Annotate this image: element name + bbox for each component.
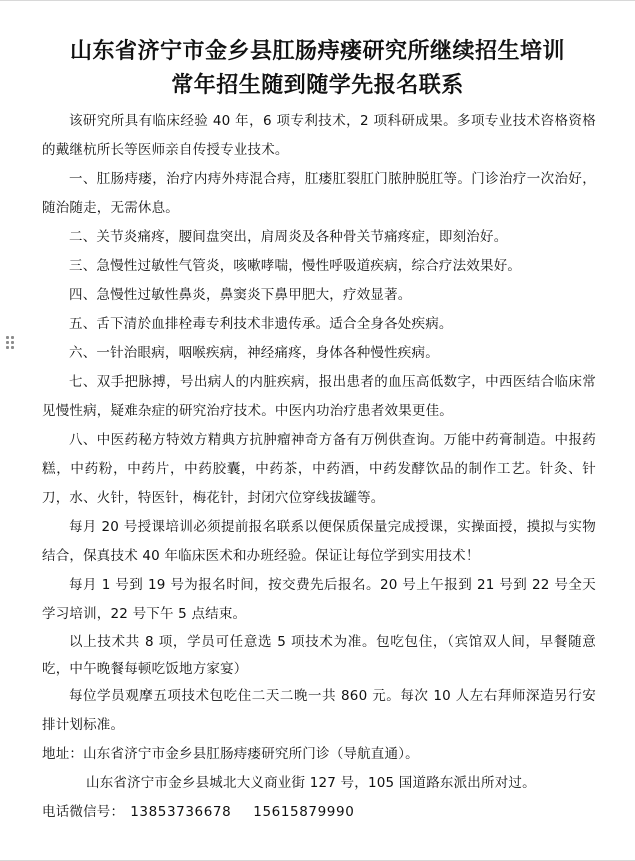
paragraph-item-1: 一、肛肠痔瘘，治疗内痔外痔混合痔，肛瘘肛裂肛门脓肿脱肛等。门诊治疗一次治好，随治随走，无需休息。	[42, 171, 596, 216]
paragraph-item-5: 五、舌下清於血排栓毒专利技术非遗传承。适合全身各处疾病。	[69, 316, 453, 332]
paragraph-training-schedule: 每月 20 号授课培训必须提前报名联系以便保质保量完成授课，实操面授，摸拟与实物结合，保真技术 40 年临床医术和办班经验。保证让每位学到实用技术！	[42, 519, 596, 564]
address-line-1: 地址：山东省济宁市金乡县肛肠痔瘘研究所门诊（导航直通）。	[42, 746, 419, 762]
paragraph-accommodation: 以上技术共 8 项，学员可任意选 5 项技术为准。包吃包住，（宾馆双人间，早餐随意吃，中午晚餐每顿吃饭地方家宴）	[42, 634, 596, 677]
paragraph-item-8: 八、中医药秘方特效方精典方抗肿瘤神奇方备有万例供查询。万能中药膏制造。中报药糕，中药粉，中药片，中药胶囊，中药茶，中药酒，中药发酵饮品的制作工艺。针灸、针刀，水、火针，特医针，梅花针，封闭穴位穿线拔罐等。	[42, 432, 596, 506]
contact-line	[42, 798, 596, 827]
paragraph-item-2: 二、关节炎痛疼，腰间盘突出，肩周炎及各种骨关节痛疼症，即刻治好。	[69, 229, 508, 245]
document-title-line-2: 常年招生随到随学先报名联系	[171, 72, 464, 98]
paragraph-item-7: 七、双手把脉搏，号出病人的内脏疾病，报出患者的血压高低数字，中西医结合临床常见慢性病，疑难杂症的研究治疗技术。中医内功治疗患者效果更佳。	[42, 374, 596, 419]
document-title-line-1: 山东省济宁市金乡县肛肠痔瘘研究所继续招生培训	[69, 38, 565, 64]
contact-label: 电话微信号：	[42, 804, 125, 820]
document-body	[42, 107, 596, 827]
paragraph-registration: 每月 1 号到 19 号为报名时间，按交费先后报名。20 号上午报到 21 号到 22 号全天学习培训，22 号下午 5 点结束。	[42, 577, 596, 622]
paragraph-item-3: 三、急慢性过敏性气管炎，咳嗽哮喘，慢性呼吸道疾病，综合疗法效果好。	[69, 258, 522, 274]
phone-number-1: 13853736678	[130, 804, 232, 820]
paragraph-fee: 每位学员观摩五项技术包吃住二天二晚一共 860 元。每次 10 人左右拜师深造另行安排计划标准。	[42, 688, 596, 733]
phone-number-2: 15615879990	[253, 804, 355, 820]
paragraph-intro: 该研究所具有临床经验 40 年，6 项专利技术，2 项科研成果。多项专业技术咨格资格的戴继杭所长等医师亲自传授专业技术。	[42, 113, 596, 158]
address-line-2: 山东省济宁市金乡县城北大义商业街 127 号，105 国道路东派出所对过。	[86, 775, 536, 791]
page-top-border	[0, 0, 635, 1]
paragraph-item-6: 六、一针治眼病，咽喉疾病，神经痛疼，身体各种慢性疾病。	[69, 345, 439, 361]
drag-handle-icon[interactable]	[6, 336, 14, 354]
paragraph-item-4: 四、急慢性过敏性鼻炎，鼻窦炎下鼻甲肥大，疗效显著。	[69, 287, 412, 303]
